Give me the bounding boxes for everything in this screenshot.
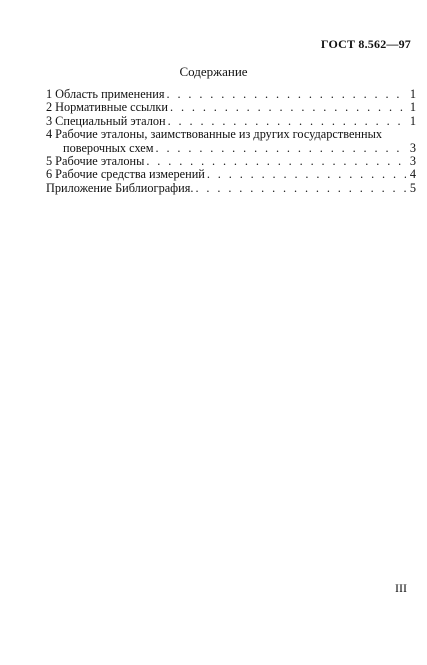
toc-entry-title: Область применения (55, 87, 165, 101)
toc-entry-title: Рабочие эталоны, заимствованные из других государственных (55, 127, 382, 142)
toc-entry-number: 4 (46, 127, 53, 142)
toc-leader-dots (167, 88, 406, 101)
toc-entry-title: Приложение Библиография. (46, 180, 194, 195)
toc-entry-number: 2 (46, 100, 53, 115)
toc-leader-dots (156, 142, 406, 155)
toc-title: Содержание (179, 64, 248, 79)
page-number: III (395, 581, 407, 595)
toc-entry-page: 3 (409, 140, 416, 155)
toc-leader-dots (195, 182, 406, 195)
toc-entry-title-continuation: поверочных схем (63, 140, 154, 155)
toc-entry-page: 1 (409, 113, 416, 128)
document-code: ГОСТ 8.562—97 (320, 37, 411, 51)
toc-leader-dots (168, 115, 406, 128)
toc-leader-dots (170, 101, 406, 114)
toc-entry[interactable] (46, 128, 416, 141)
toc-entry-number: 3 (46, 113, 53, 128)
toc-entry[interactable] (46, 101, 416, 114)
toc-entry-title: Нормативные ссылки (55, 100, 168, 115)
toc-entry-appendix[interactable] (46, 182, 416, 195)
toc-entry[interactable] (46, 115, 416, 128)
toc-entry-title: Специальный эталон (55, 113, 166, 128)
toc-entry[interactable] (46, 168, 416, 181)
toc-entry-page: 1 (409, 87, 416, 101)
toc-entry-number: 1 (46, 87, 53, 101)
toc-entry-page: 5 (409, 180, 416, 195)
toc-entry-number: 5 (46, 154, 53, 169)
table-of-contents (46, 88, 416, 195)
toc-entry-continuation[interactable] (46, 142, 416, 155)
toc-leader-dots (207, 168, 406, 181)
toc-entry-page: 4 (409, 167, 416, 182)
toc-entry-title: Рабочие эталоны (55, 154, 145, 169)
toc-entry[interactable] (46, 88, 416, 101)
toc-entry-number: 6 (46, 167, 53, 182)
toc-entry-title: Рабочие средства измерений (55, 167, 205, 182)
toc-entry-page: 3 (409, 154, 416, 169)
toc-entry[interactable] (46, 155, 416, 168)
toc-entry-page: 1 (409, 100, 416, 115)
toc-leader-dots (146, 155, 406, 168)
